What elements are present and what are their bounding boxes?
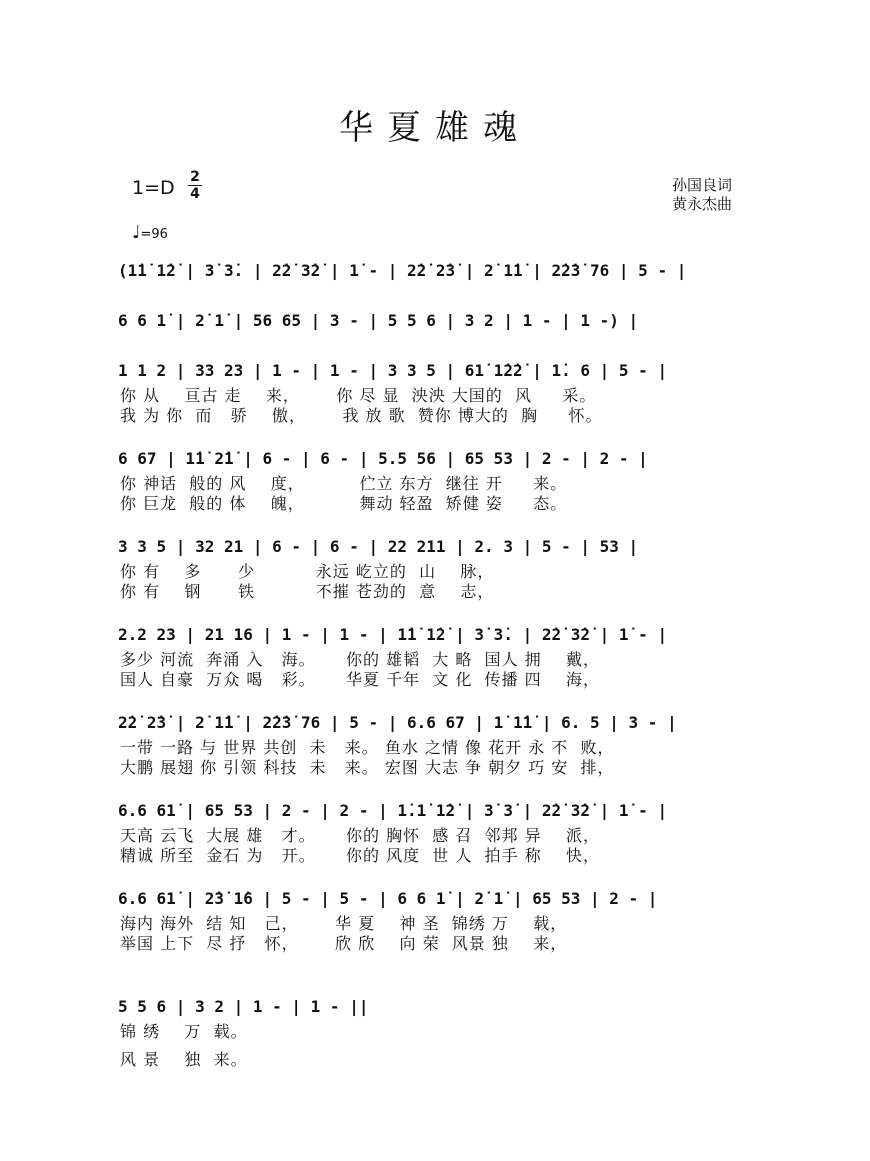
lyrics-verse-2: 你 有 钢 铁 不摧 苍劲的 意 志，	[120, 582, 495, 601]
quarter-note-icon: ♩	[132, 222, 141, 243]
lyrics-verse-1: 一带 一路 与 世界 共创 未 来。 鱼水 之情 像 花开 永 不 败，	[120, 738, 615, 757]
notation-row: 6.6 61̇ | 65 53 | 2 - | 2 - | 1̇.1̇ 1̇2̇ | 3̇ 3̇ | 2̇2̇ 3̇2̇ | 1̇ - |	[118, 801, 668, 820]
notation-row: (1̇1̇ 1̇2̇ | 3̇ 3̇. | 2̇2̇ 3̇2̇ | 1̇ - | 2̇2̇ 2̇3̇ | 2̇ 1̇1̇ | 2̇2̇3̇ 76 | 5 - |	[118, 261, 687, 280]
time-signature-top: 2	[190, 169, 200, 185]
notation-row: 5 5 6 | 3 2 | 1 - | 1 - ||	[118, 997, 369, 1016]
lyrics-verse-1: 海内 海外 结 知 己， 华 夏 神 圣 锦绣 万 载，	[120, 914, 568, 933]
notation-row: 3 3 5 | 32 21 | 6 - | 6 - | 22 211 | 2. 3 | 5 - | 53 |	[118, 537, 639, 556]
notation-row: 6 67 | 1̇1̇ 2̇1̇ | 6 - | 6 - | 5.5 56 | 65 53 | 2 - | 2 - |	[118, 449, 648, 468]
time-signature	[188, 170, 202, 201]
lyrics-verse-2: 风 景 独 来。	[120, 1050, 248, 1069]
lyrics-verse-2: 你 巨龙 般的 体 魄， 舞动 轻盈 矫健 姿 态。	[120, 494, 568, 513]
tempo-marking	[132, 222, 168, 243]
notation-row: 2.2 23 | 21 16 | 1 - | 1 - | 1̇1̇ 1̇2̇ | 3̇ 3̇. | 2̇2̇ 3̇2̇ | 1̇ - |	[118, 625, 668, 644]
lyrics-verse-1: 天高 云飞 大展 雄 才。 你的 胸怀 感 召 邻邦 异 派，	[120, 826, 600, 845]
notation-row: 2̇2̇ 2̇3̇ | 2̇ 1̇1̇ | 2̇2̇3̇ 76 | 5 - | 6.6 67 | 1̇ 1̇1̇ | 6. 5 | 3 - |	[118, 713, 677, 732]
lyricist-credit: 孙国良词	[672, 176, 733, 194]
tempo-value: =96	[140, 227, 168, 242]
lyrics-verse-1: 多少 河流 奔涌 入 海。 你的 雄韬 大 略 国人 拥 戴，	[120, 650, 600, 669]
credits	[672, 176, 732, 214]
lyrics-verse-2: 国人 自豪 万众 喝 彩。 华夏 千年 文 化 传播 四 海，	[120, 670, 600, 689]
lyrics-verse-2: 大鹏 展翅 你 引领 科技 未 来。 宏图 大志 争 朝夕 巧 安 排，	[120, 758, 615, 777]
key-signature: 1=D	[132, 177, 175, 199]
notation-row: 1 1 2 | 33 23 | 1 - | 1 - | 3 3 5 | 61̇ 1̇2̇2̇ | 1̇. 6 | 5 - |	[118, 361, 668, 380]
notation-row: 6.6 61̇ | 2̇3̇ 1̇6 | 5 - | 5 - | 6 6 1̇ | 2̇ 1̇ | 65 53 | 2 - |	[118, 889, 658, 908]
notation-row: 6 6 1̇ | 2̇ 1̇ | 56 65 | 3 - | 5 5 6 | 3 2 | 1 - | 1 -) |	[118, 311, 639, 330]
lyrics-verse-2: 举国 上下 尽 抒 怀， 欣 欣 向 荣 风景 独 来，	[120, 934, 568, 953]
lyrics-verse-2: 精诚 所至 金石 为 开。 你的 风度 世 人 拍手 称 快，	[120, 846, 600, 865]
composer-credit: 黄永杰曲	[672, 195, 733, 213]
time-signature-bottom: 4	[190, 186, 200, 202]
lyrics-verse-1: 锦 绣 万 载。	[120, 1022, 248, 1041]
lyrics-verse-1: 你 有 多 少 永远 屹立的 山 脉，	[120, 562, 495, 581]
song-title: 华夏雄魂	[339, 108, 531, 148]
lyrics-verse-2: 我 为 你 而 骄 傲， 我 放 歌 赞你 博大的 胸 怀。	[120, 406, 603, 425]
lyrics-verse-1: 你 神话 般的 风 度， 伫立 东方 继往 开 来。	[120, 474, 568, 493]
lyrics-verse-1: 你 从 亘古 走 来， 你 尽 显 泱泱 大国的 风 采。	[120, 386, 597, 405]
